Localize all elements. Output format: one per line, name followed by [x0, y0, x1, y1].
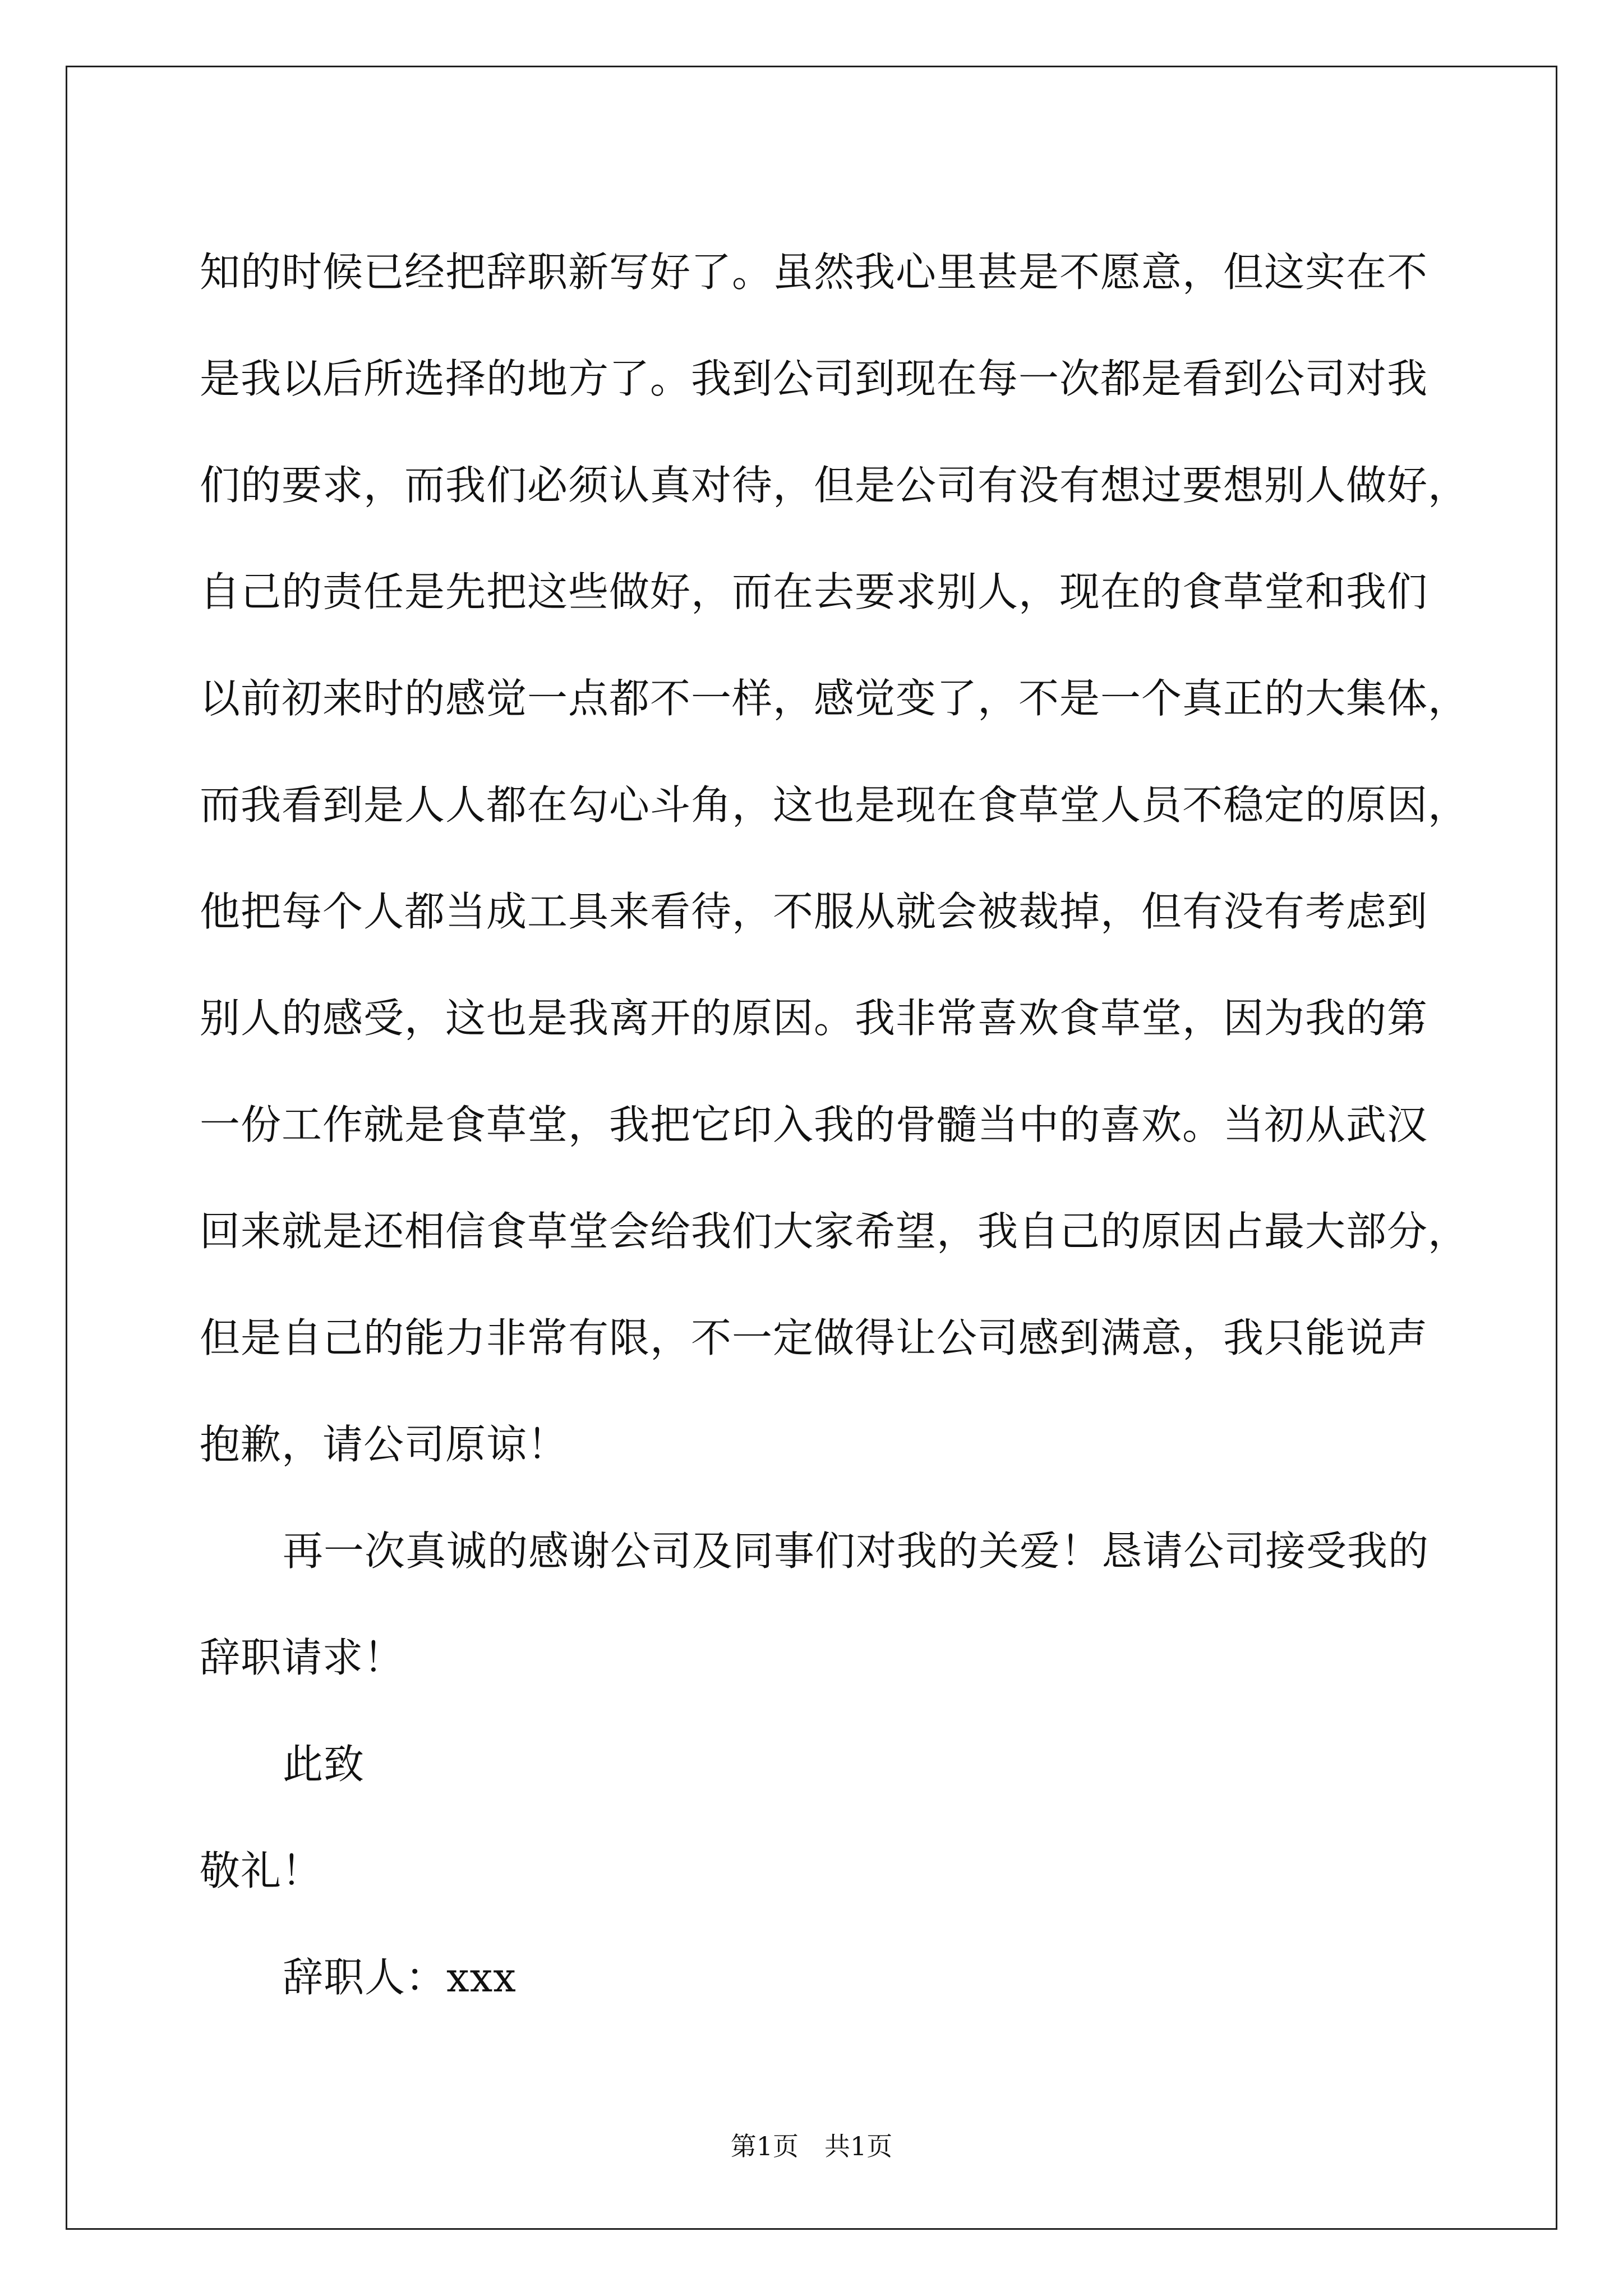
- salutation: 敬礼！: [200, 1847, 323, 1894]
- closing: 此致: [283, 1741, 365, 1788]
- body-line: 一份工作就是食草堂，我把它印入我的骨髓当中的喜欢。当初从武汉: [200, 1101, 1428, 1148]
- thanks-line: 再一次真诚的感谢公司及同事们对我的关爱！恳请公司接受我的: [283, 1527, 1430, 1575]
- letter-body: [200, 219, 1469, 2031]
- body-line: 抱歉，请公司原谅！: [200, 1421, 569, 1468]
- thanks-line: 辞职请求！: [200, 1634, 405, 1681]
- body-line: 但是自己的能力非常有限，不一定做得让公司感到满意，我只能说声: [200, 1314, 1428, 1361]
- body-line: 自己的责任是先把这些做好，而在去要求别人，现在的食草堂和我们: [200, 568, 1428, 615]
- body-line: 们的要求，而我们必须认真对待，但是公司有没有想过要想别人做好，: [200, 462, 1469, 509]
- body-line: 别人的感受，这也是我离开的原因。我非常喜欢食草堂，因为我的第: [200, 995, 1428, 1042]
- body-line: 而我看到是人人都在勾心斗角，这也是现在食草堂人员不稳定的原因，: [200, 781, 1469, 829]
- body-line: 知的时候已经把辞职新写好了。虽然我心里甚是不愿意，但这实在不: [200, 249, 1428, 296]
- body-line: 是我以后所选择的地方了。我到公司到现在每一次都是看到公司对我: [200, 355, 1428, 402]
- body-line: 以前初来时的感觉一点都不一样，感觉变了，不是一个真正的大集体，: [200, 675, 1469, 722]
- page-footer: 第1页 共1页: [730, 2131, 893, 2161]
- body-line: 回来就是还相信食草堂会给我们大家希望，我自己的原因占最大部分，: [200, 1208, 1469, 1255]
- signature: 辞职人：xxx: [283, 1954, 517, 2001]
- body-line: 他把每个人都当成工具来看待，不服从就会被裁掉，但有没有考虑到: [200, 888, 1428, 935]
